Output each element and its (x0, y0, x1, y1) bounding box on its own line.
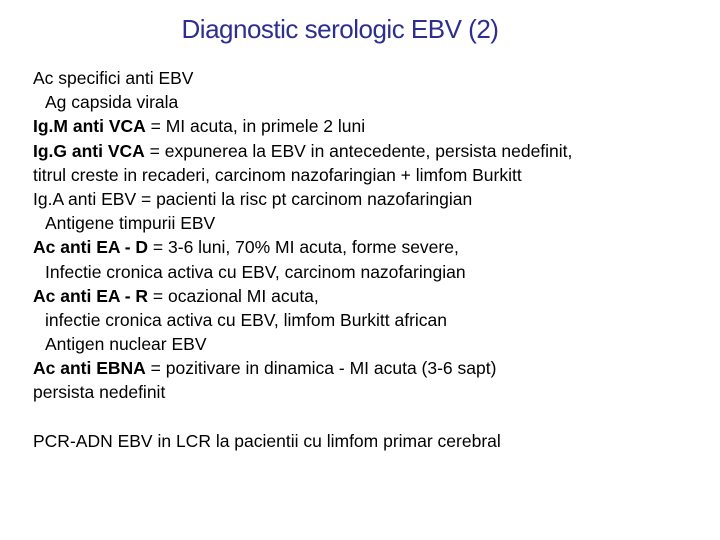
igm-vca-label: Ig.M anti VCA (33, 116, 146, 137)
line-ag-capsida: Ag capsida virala (45, 92, 179, 113)
igm-vca-text: = MI acuta, in primele 2 luni (145, 116, 366, 137)
spacer (33, 405, 693, 429)
ea-d-label: Ac anti EA - D (33, 237, 149, 258)
line-infectie-cronica-1: Infectie cronica activa cu EBV, carcinom nazofaringian (45, 261, 466, 282)
ebna-text: = pozitivare in dinamica - MI acuta (3-6 sapt) (145, 358, 497, 379)
slide-body (33, 66, 693, 453)
line-iga-ebv: Ig.A anti EBV = pacienti la risc pt carcinom nazofaringian (33, 188, 473, 209)
line-ea-r (33, 284, 693, 308)
line-antigene-timpurii: Antigene timpurii EBV (45, 213, 216, 234)
ea-r-label: Ac anti EA - R (33, 285, 149, 306)
ebna-label: Ac anti EBNA (33, 358, 146, 379)
line-infectie-cronica-2: infectie cronica activa cu EBV, limfom Burkitt african (45, 309, 448, 330)
line-igg-vca (33, 139, 693, 163)
igg-vca-label: Ig.G anti VCA (33, 140, 145, 161)
igg-vca-text: = expunerea la EBV in antecedente, persista nedefinit, (144, 140, 573, 161)
ea-d-text: = 3-6 luni, 70% MI acuta, forme severe, (148, 237, 459, 258)
line-ea-d (33, 235, 693, 259)
line-persista: persista nedefinit (33, 382, 166, 403)
line-igm-vca (33, 114, 693, 138)
line-titrul: titrul creste in recaderi, carcinom nazofaringian + limfom Burkitt (33, 164, 522, 185)
line-ebna (33, 356, 693, 380)
line-pcr-adn: PCR-ADN EBV in LCR la pacientii cu limfom primar cerebral (33, 430, 501, 451)
ea-r-text: = ocazional MI acuta, (148, 285, 319, 306)
line-antigen-nuclear: Antigen nuclear EBV (45, 334, 207, 355)
line-ac-specifici: Ac specifici anti EBV (33, 68, 194, 88)
slide-title: Diagnostic serologic EBV (2) (181, 14, 499, 44)
